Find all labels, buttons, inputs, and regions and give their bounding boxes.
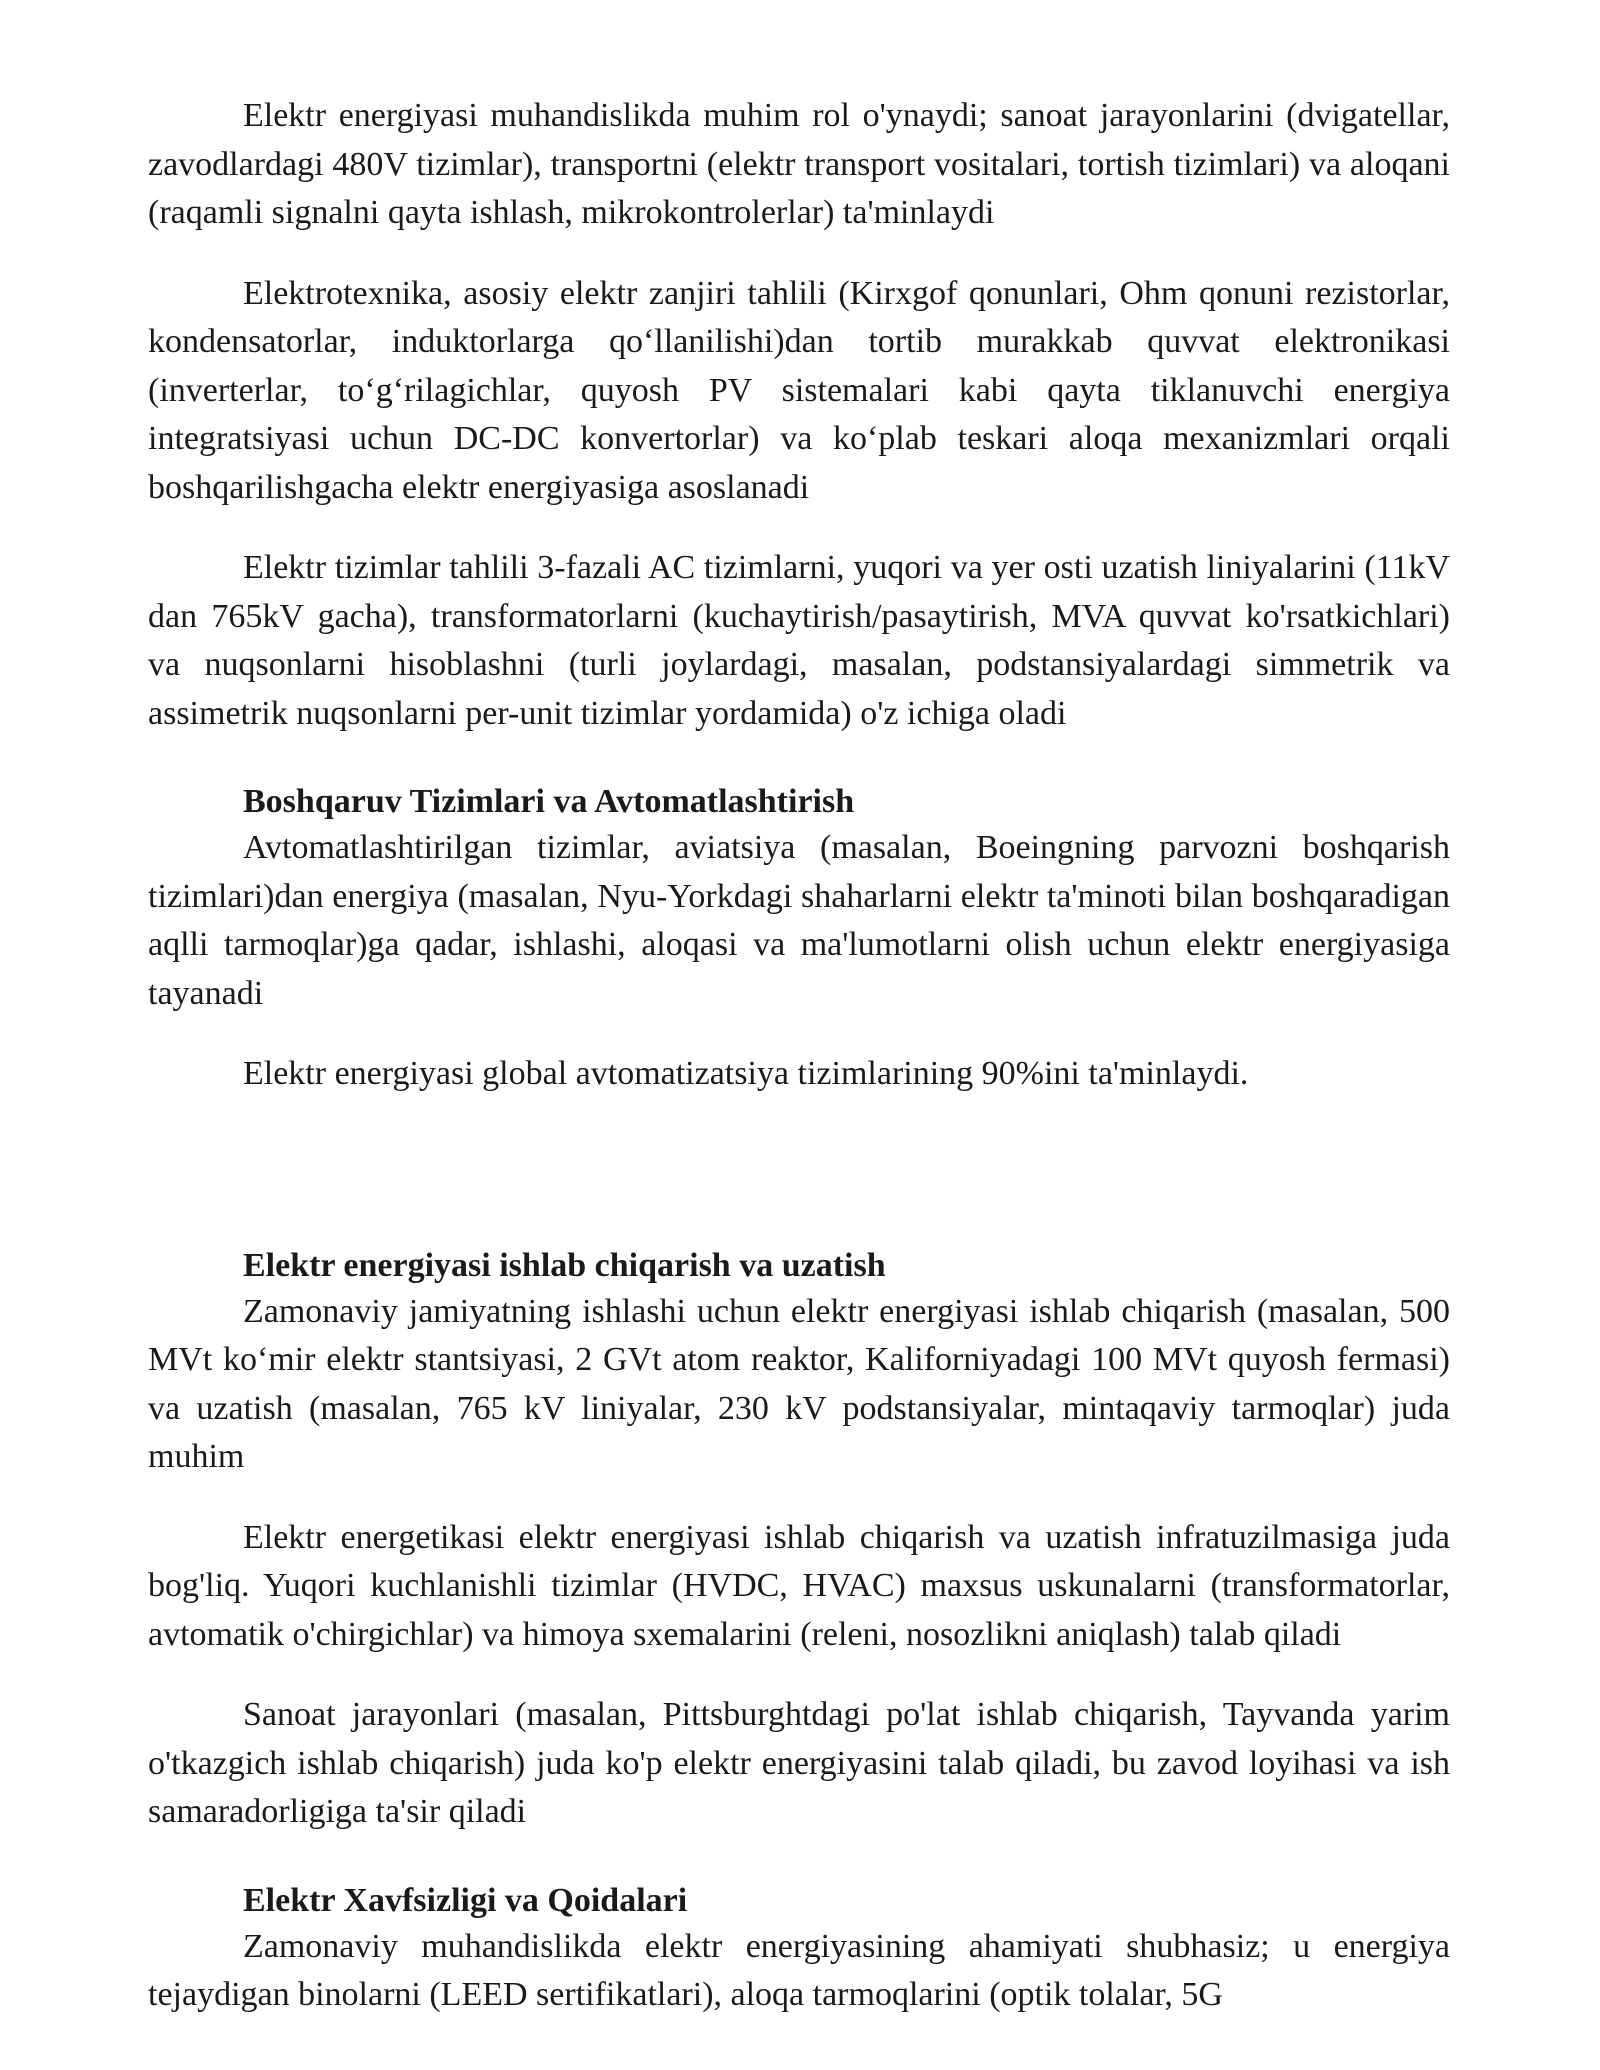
paragraph-spacer xyxy=(148,1018,1450,1050)
paragraph-modern-engineering: Zamonaviy muhandislikda elektr energiyasining ahamiyati shubhasiz; u energiya tejaydigan binolarni (LEED sertifikatlari), aloqa tarmoqlarini (optik tolalar, 5G xyxy=(148,1927,1450,2013)
paragraph-electrotechnics: Elektrotexnika, asosiy elektr zanjiri tahlili (Kirxgof qonunlari, Ohm qonuni rezistorlar, kondensatorlar, induktorlarga qo‘llanilishi)dan tortib murakkab quvvat elektronikasi (inverterlar, to‘g‘rilagichlar, quyosh PV sistemalari kabi qayta tiklanuvchi energiya integratsiyasi uchun DC-DC konvertorlar) va ko‘plab teskari aloqa mexanizmlari orqali boshqarilishgacha elektr energiyasiga asoslanadi xyxy=(148,274,1450,506)
paragraph-spacer xyxy=(148,1659,1450,1691)
section-spacer xyxy=(148,1099,1450,1244)
section-spacer xyxy=(148,1837,1450,1879)
paragraph-industrial-processes: Sanoat jarayonlari (masalan, Pittsburghtdagi po'lat ishlab chiqarish, Tayvanda yarim o'tkazgich ishlab chiqarish) juda ko'p elektr energiyasini talab qiladi, bu zavod loyihasi va ish samaradorligiga ta'sir qiladi xyxy=(148,1696,1450,1830)
paragraph-spacer xyxy=(148,512,1450,544)
heading-control-systems: Boshqaruv Tizimlari va Avtomatlashtirish xyxy=(243,783,855,820)
paragraph-energy-infrastructure: Elektr energetikasi elektr energiyasi ishlab chiqarish va uzatish infratuzilmasiga juda bog'liq. Yuqori kuchlanishli tizimlar (HVDC, HVAC) maxsus uskunalarni (transformatorlar, avtomatik o'chirgichlar) va himoya sxemalarini (releni, nosozlikni aniqlash) talab qiladi xyxy=(148,1518,1450,1653)
paragraph-generation: Zamonaviy jamiyatning ishlashi uchun elektr energiyasi ishlab chiqarish (masalan, 500 MVt ko‘mir elektr stantsiyasi, 2 GVt atom reaktor, Kaliforniyadagi 100 MVt quyosh fermasi) va uzatish (masalan, 765 kV liniyalar, 230 kV podstansiyalar, mintaqaviy tarmoqlar) juda muhim xyxy=(148,1292,1450,1475)
section-spacer xyxy=(148,738,1450,780)
paragraph-automation-share: Elektr energiyasi global avtomatizatsiya tizimlarining 90%ini ta'minlaydi. xyxy=(243,1055,1249,1092)
paragraph-spacer xyxy=(148,238,1450,270)
paragraph-power-systems: Elektr tizimlar tahlili 3-fazali AC tizimlarni, yuqori va yer osti uzatish liniyalarini (11kV dan 765kV gacha), transformatorlarni (kuchaytirish/pasaytirish, MVA quvvat ko'rsatkichlari) va nuqsonlarni hisoblashni (turli joylardagi, masalan, podstansiyalardagi simmetrik va assimetrik nuqsonlarni per-unit tizimlar yordamida) o'z ichiga oladi xyxy=(148,549,1450,732)
heading-generation-transmission: Elektr energiyasi ishlab chiqarish va uzatish xyxy=(243,1246,886,1284)
heading-electrical-safety: Elektr Xavfsizligi va Qoidalari xyxy=(243,1881,688,1919)
paragraph-electric-role: Elektr energiyasi muhandislikda muhim rol o'ynaydi; sanoat jarayonlarini (dvigatellar, zavodlardagi 480V tizimlar), transportni (elektr transport vositalari, tortish tizimlari) va aloqani (raqamli signalni qayta ishlash, mikrokontrolerlar) ta'minlaydi xyxy=(148,97,1450,231)
paragraph-automation: Avtomatlashtirilgan tizimlar, aviatsiya (masalan, Boeingning parvozni boshqarish tizimlari)dan energiya (masalan, Nyu-Yorkdagi shaharlarni elektr ta'minoti bilan boshqaradigan aqlli tarmoqlar)ga qadar, ishlashi, aloqasi va ma'lumotlarni olish uchun elektr energiyasiga tayanadi xyxy=(148,829,1450,1012)
paragraph-spacer xyxy=(148,1482,1450,1514)
document-page xyxy=(148,92,1450,2020)
